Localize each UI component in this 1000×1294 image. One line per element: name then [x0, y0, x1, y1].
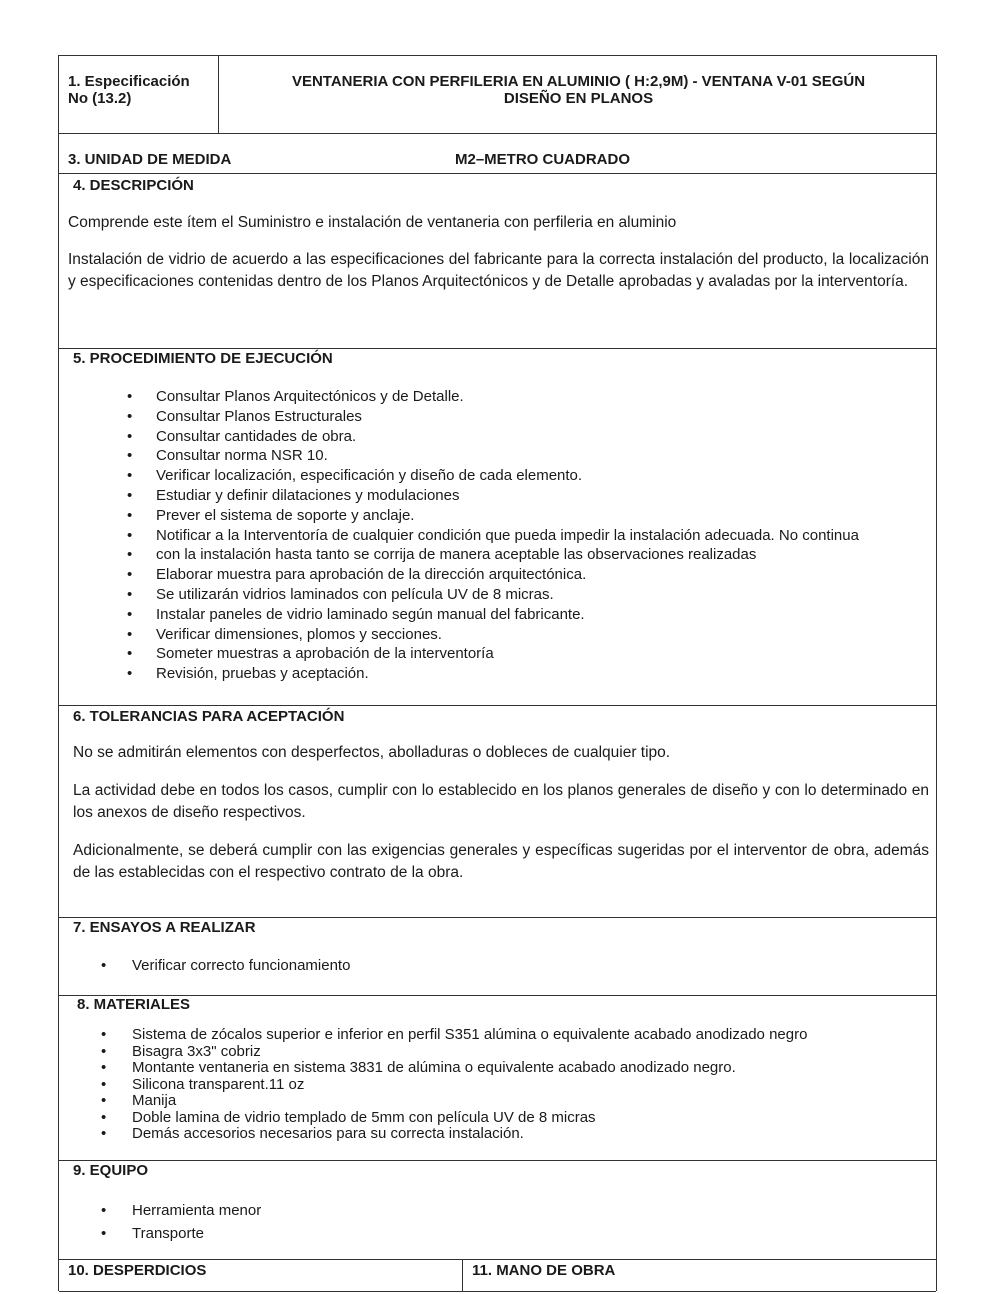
- spec-number: No (13.2): [68, 90, 132, 107]
- list-item-text: Consultar norma NSR 10.: [156, 447, 328, 465]
- list-item-text: Instalar paneles de vidrio laminado según manual del fabricante.: [156, 605, 585, 623]
- unit-label: 3. UNIDAD DE MEDIDA: [68, 151, 232, 168]
- list-item-text: Consultar Planos Estructurales: [156, 407, 362, 425]
- divider: [59, 995, 936, 996]
- procedure-heading: 5. PROCEDIMIENTO DE EJECUCIÓN: [73, 350, 333, 367]
- list-item-text: Verificar correcto funcionamiento: [132, 957, 351, 974]
- bullet-icon: •: [127, 487, 133, 504]
- list-item-text: Doble lamina de vidrio templado de 5mm con película UV de 8 micras: [132, 1108, 596, 1126]
- list-item-text: Someter muestras a aprobación de la interventoría: [156, 645, 494, 663]
- list-item-text: Estudiar y definir dilataciones y modulaciones: [156, 487, 460, 504]
- divider: [59, 1259, 936, 1260]
- divider: [59, 173, 936, 174]
- list-item-text: Verificar dimensiones, plomos y secciones.: [156, 625, 442, 643]
- divider: [59, 348, 936, 349]
- list-item-text: Transporte: [132, 1225, 204, 1242]
- list-item-text: Bisagra 3x3" cobriz: [132, 1042, 261, 1060]
- bullet-icon: •: [127, 407, 133, 425]
- list-item-text: Demás accesorios necesarios para su correcta instalación.: [132, 1125, 524, 1142]
- equipment-heading: 9. EQUIPO: [73, 1162, 149, 1179]
- labor-heading: 11. MANO DE OBRA: [472, 1262, 616, 1279]
- bullet-icon: •: [127, 526, 133, 544]
- bullet-icon: •: [101, 1042, 107, 1060]
- list-item-text: Consultar cantidades de obra.: [156, 427, 357, 445]
- divider: [59, 1291, 936, 1292]
- list-item-text: Revisión, pruebas y aceptación.: [156, 665, 369, 683]
- bullet-icon: •: [127, 447, 133, 465]
- list-item-text: con la instalación hasta tanto se corrija de manera aceptable las observaciones realizadas: [156, 546, 757, 564]
- divider: [59, 133, 936, 134]
- tolerances-paragraph: No se admitirán elementos con desperfectos, abolladuras o dobleces de cualquier tipo.: [73, 744, 671, 761]
- bullet-icon: •: [101, 957, 107, 974]
- spec-title-line-2: DISEÑO EN PLANOS: [503, 90, 654, 107]
- bullet-icon: •: [101, 1125, 107, 1142]
- bullet-icon: •: [127, 427, 133, 445]
- bullet-icon: •: [127, 586, 133, 603]
- tests-heading: 7. ENSAYOS A REALIZAR: [73, 919, 256, 936]
- description-heading: 4. DESCRIPCIÓN: [73, 177, 194, 194]
- bullet-icon: •: [101, 1225, 107, 1242]
- list-item-text: Herramienta menor: [132, 1202, 262, 1219]
- divider: [462, 1259, 463, 1291]
- tolerances-paragraph: Adicionalmente, se deberá cumplir con las exigencias generales y específicas sugeridas por el interventor de obra, además de las establecidas con el respectivo contrato de la obra.: [73, 842, 929, 881]
- bullet-icon: •: [127, 665, 133, 683]
- bullet-icon: •: [127, 388, 133, 405]
- bullet-icon: •: [101, 1075, 107, 1093]
- bullet-icon: •: [127, 645, 133, 663]
- bullet-icon: •: [127, 625, 133, 643]
- list-item-text: Notificar a la Interventoría de cualquier condición que pueda impedir la instalación adecuada. No continua: [156, 526, 859, 544]
- tolerances-heading: 6. TOLERANCIAS PARA ACEPTACIÓN: [73, 708, 345, 725]
- bullet-icon: •: [101, 1108, 107, 1126]
- list-item-text: Consultar Planos Arquitectónicos y de Detalle.: [156, 388, 464, 405]
- list-item-text: Verificar localización, especificación y diseño de cada elemento.: [156, 467, 583, 485]
- spec-label: 1. Especificación: [68, 73, 190, 90]
- list-item-text: Montante ventaneria en sistema 3831 de alúmina o equivalente acabado anodizado negro.: [132, 1059, 736, 1076]
- spec-title-line-1: VENTANERIA CON PERFILERIA EN ALUMINIO ( H:2,9M) - VENTANA V-01 SEGÚN: [291, 73, 866, 90]
- bullet-icon: •: [127, 566, 133, 584]
- divider: [59, 705, 936, 706]
- list-item-text: Manija: [132, 1092, 177, 1109]
- bullet-icon: •: [101, 1026, 107, 1043]
- bullet-icon: •: [127, 506, 133, 524]
- specification-sheet: [58, 55, 937, 1291]
- bullet-icon: •: [127, 467, 133, 485]
- list-item-text: Sistema de zócalos superior e inferior en perfil S351 alúmina o equivalente acabado anodizado negro: [132, 1026, 808, 1043]
- divider: [59, 1160, 936, 1161]
- tolerances-paragraph: La actividad debe en todos los casos, cumplir con lo establecido en los planos generales de diseño y con lo determinado en los anexos de diseño respectivos.: [73, 782, 929, 821]
- bullet-icon: •: [101, 1092, 107, 1109]
- list-item-text: Se utilizarán vidrios laminados con película UV de 8 micras.: [156, 586, 554, 603]
- waste-heading: 10. DESPERDICIOS: [68, 1262, 207, 1279]
- bullet-icon: •: [101, 1059, 107, 1076]
- list-item-text: Silicona transparent.11 oz: [132, 1075, 305, 1093]
- divider: [59, 917, 936, 918]
- list-item-text: Elaborar muestra para aprobación de la dirección arquitectónica.: [156, 566, 587, 584]
- bullet-icon: •: [127, 546, 133, 564]
- bullet-icon: •: [127, 605, 133, 623]
- bullet-icon: •: [101, 1202, 107, 1219]
- unit-value: M2–METRO CUADRADO: [455, 151, 631, 168]
- description-paragraph: Instalación de vidrio de acuerdo a las especificaciones del fabricante para la correcta instalación del producto, la localización y especificaciones contenidas dentro de los Planos Arquitectónicos y de Detalle aprobadas y avaladas por la interventoría.: [68, 251, 929, 290]
- description-paragraph: Comprende este ítem el Suministro e instalación de ventaneria con perfileria en aluminio: [68, 214, 677, 231]
- materials-heading: 8. MATERIALES: [77, 996, 191, 1013]
- list-item-text: Prever el sistema de soporte y anclaje.: [156, 506, 415, 524]
